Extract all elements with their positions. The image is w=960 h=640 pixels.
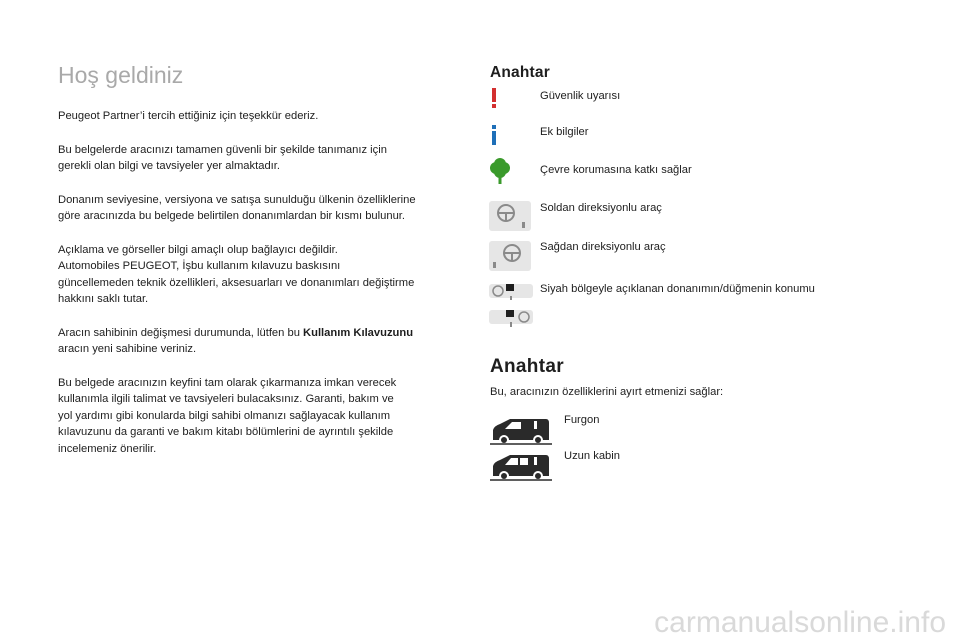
info-icon <box>488 124 500 146</box>
text-line: aracın yeni sahibine veriniz. <box>58 343 197 355</box>
text-line: güncellemeden teknik özellikleri, aksesuarları ve donanımları değiştirme <box>58 276 415 289</box>
tree-icon <box>488 158 512 186</box>
text-line: kullanımla ilgili talimat ve tavsiyeleri bulacaksınız. Garanti, bakım ve <box>58 393 394 405</box>
legend-label-lhd: Soldan direksiyonlu araç <box>540 202 662 214</box>
right-hand-drive-icon <box>488 240 532 272</box>
paragraph-disclaimer <box>58 242 458 308</box>
text-line: Peugeot Partner’i tercih ettiğiniz için teşekkür ederiz. <box>58 110 319 122</box>
text-line: yol yardımı gibi konularda bilgi sahibi olmanızı sağlayacak kullanım <box>58 409 391 422</box>
legend-label-control-position: Siyah bölgeyle açıklanan donanımın/düğmenin konumu <box>540 283 815 295</box>
control-position-icon <box>488 282 534 332</box>
text-line <box>58 325 458 342</box>
text-line: gerekli olan bilgi ve tavsiyeler yer almaktadır. <box>58 160 280 172</box>
text-line: Bu belgelerde aracınızı tamamen güvenli bir şekilde tanımanız için <box>58 143 387 156</box>
watermark: carmanualsonline.info <box>654 606 946 639</box>
welcome-text <box>58 108 458 457</box>
manual-name: Kullanım Kılavuzunu <box>303 326 414 339</box>
versions-intro: Bu, aracınızın özelliklerini ayırt etmenizi sağlar: <box>490 386 724 398</box>
text-line: Bu belgede aracınızın keyfini tam olarak çıkarmanıza imkan verecek <box>58 376 397 389</box>
text-line: Automobiles PEUGEOT, İşbu kullanım kılavuzu baskısını <box>58 260 341 272</box>
paragraph-guidance <box>58 375 458 458</box>
legend-label-info: Ek bilgiler <box>540 126 589 138</box>
vehicle-label-long-cab: Uzun kabin <box>564 450 620 462</box>
paragraph-thanks <box>58 108 458 125</box>
legend-title: Anahtar <box>490 64 550 81</box>
legend-label-environment: Çevre korumasına katkı sağlar <box>540 164 692 176</box>
legend-label-rhd: Sağdan direksiyonlu araç <box>540 241 666 253</box>
left-hand-drive-icon <box>488 200 532 232</box>
paragraph-equipment <box>58 192 458 225</box>
text-line: Donanım seviyesine, versiyona ve satışa sunulduğu ülkenin özelliklerine <box>58 193 416 206</box>
long-cab-van-icon <box>490 452 552 482</box>
legend-label-safety: Güvenlik uyarısı <box>540 90 621 102</box>
exclamation-icon <box>488 87 500 109</box>
van-icon <box>490 416 552 446</box>
paragraph-purpose <box>58 142 458 175</box>
page-title: Hoş geldiniz <box>58 62 184 88</box>
text-line: incelemeniz önerilir. <box>58 442 157 455</box>
vehicle-label-van: Furgon <box>564 414 600 426</box>
text-line: göre aracınızda bu belgede belirtilen donanımlardan bir kısmı bulunur. <box>58 210 406 222</box>
text-line: Açıklama ve görseller bilgi amaçlı olup bağlayıcı değildir. <box>58 243 338 256</box>
text-segment: Aracın sahibinin değişmesi durumunda, lütfen bu <box>58 326 304 339</box>
text-line: hakkını saklı tutar. <box>58 293 149 305</box>
paragraph-owner-change <box>58 325 458 358</box>
versions-title: Anahtar <box>490 356 564 377</box>
text-line: kılavuzunu da garanti ve bakım kitabı bölümlerini de ayrıntılı şekilde <box>58 426 394 438</box>
